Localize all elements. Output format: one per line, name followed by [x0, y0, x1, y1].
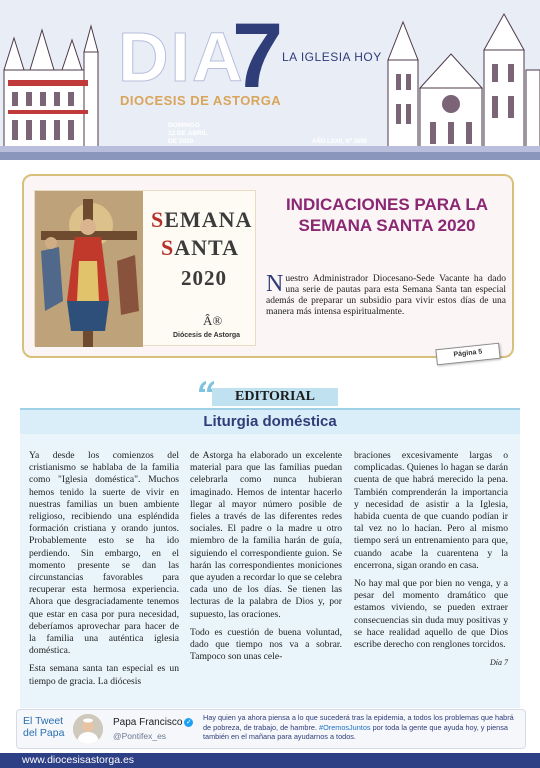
- editorial-paragraph: Esta semana santa tan especial es un tiempo de gracia. La diócesis: [29, 663, 179, 687]
- editorial-body: [20, 434, 520, 708]
- tweet-author-handle[interactable]: @Pontifex_es: [113, 731, 167, 741]
- tweet-text: [203, 713, 521, 742]
- tweet-text-start: Hay quien ya ahora piensa a lo que sucederá tras la epidemia, a todos los problemas que habrá de pobreza, de trabajo, de hambre.: [203, 713, 514, 732]
- feature-summary: [266, 271, 506, 318]
- cover-word-santa-rest: ANTA: [174, 235, 239, 260]
- masthead-band: [0, 152, 540, 160]
- cover-word-semana-cap: S: [151, 207, 165, 232]
- footer-bar: [0, 753, 540, 768]
- editorial-paragraph: de Astorga ha elaborado un excelente material para que las familias puedan celebrarla como nunca hubieran imaginado. Hemos de intentar hacerlo llegar al mayor número posible de fieles a través de las diferentes redes sociales. El padre o la madre u otro miembro de la familia harán de guía, siguiendo el correspondiente guion. Se harán las correspondientes moniciones que ayuden a recordar lo que se celebra cada uno de los días. Se tienen las lecturas de la palabra de Dios y, por supuesto, las oraciones.: [190, 450, 342, 620]
- date-line-day: DOMINGO: [168, 122, 200, 129]
- diocese-name: DIOCESIS DE ASTORGA: [120, 93, 282, 108]
- tweet-label-line-2: del Papa: [23, 727, 65, 739]
- editorial-paragraph: Todo es cuestión de buena voluntad, dado que tiempo nos va a sobrar. Tampoco son unas cele-: [190, 626, 342, 663]
- logo-tagline: LA IGLESIA HOY: [282, 50, 382, 64]
- avatar[interactable]: [73, 714, 103, 744]
- tweet-hashtag[interactable]: #OremosJuntos: [319, 722, 371, 732]
- semana-santa-cover-image[interactable]: [34, 190, 256, 346]
- diocese-logo-mark: Â®: [203, 313, 223, 328]
- cover-year: 2020: [181, 266, 227, 290]
- tweet-section-label: [23, 715, 64, 739]
- page-reference-tag[interactable]: Página 5: [435, 343, 500, 366]
- website-link[interactable]: www.diocesisastorga.es: [22, 754, 135, 766]
- editorial-signature: Día 7: [490, 658, 508, 668]
- pope-avatar-icon: [73, 714, 103, 744]
- pope-tweet-box[interactable]: [16, 709, 526, 749]
- cover-diocese-label: Diócesis de Astorga: [173, 332, 241, 339]
- date-line-year: DE 2020: [168, 138, 194, 145]
- issue-date: [168, 122, 208, 146]
- feature-dropcap: N: [266, 271, 284, 297]
- crucifix-mosaic-illustration: [35, 191, 143, 347]
- logo-seven: 7: [232, 5, 284, 107]
- editorial-column-1: [29, 450, 179, 694]
- logo-dia-text: DIA: [118, 18, 245, 96]
- tweet-author-name[interactable]: [113, 717, 193, 728]
- feature-headline[interactable]: INDICACIONES PARA LA SEMANA SANTA 2020: [285, 195, 489, 235]
- tweet-author-name-text: Papa Francisco: [113, 717, 183, 728]
- cover-word-semana-rest: EMANA: [164, 207, 253, 232]
- editorial-title: Liturgia doméstica: [20, 408, 520, 434]
- masthead: [0, 0, 540, 160]
- date-line-month: 12 DE ABRIL: [168, 130, 208, 137]
- tweet-text-end: por toda la gente que ayuda hoy, y piensa también en el mañana para ayudarnos a todos.: [203, 722, 508, 741]
- editorial-label: EDITORIAL: [212, 388, 338, 406]
- editorial-paragraph: braciones excesivamente largas o complicadas. Quienes lo hagan se darán cuenta de que habrá merecido la pena. También comprenderán la importancia y necesidad de asistir a la Iglesia, habida cuenta de que cuando podían ir tal vez no lo hacían. Pero al mismo tiempo será un entrenamiento para que, cuando acabe la cuarentena y la encerrona, sigan orando en casa.: [354, 450, 508, 571]
- feature-summary-text: uestro Administrador Diocesano-Sede Vacante ha dado una serie de pautas para esta Semana Santa tan especial además de preparar un subsidio para vivir estos días de una manera más intensa espiritualmente.: [266, 274, 506, 317]
- feature-box[interactable]: [22, 174, 514, 358]
- cover-word-semana: [151, 207, 252, 233]
- issue-number: AÑO LXXII, Nº 3699: [312, 139, 367, 145]
- editorial-paragraph: No hay mal que por bien no venga, y a pesar del momento dramático que estamos viviendo, se pueden extraer consecuencias sin duda muy positivas y se hace realidad aquello de que Dios escribe derecho con renglones torcidos.: [354, 578, 508, 651]
- cover-word-santa: [161, 235, 239, 261]
- cover-word-santa-cap: S: [161, 235, 175, 260]
- editorial-column-2: [190, 450, 342, 669]
- verified-check-icon: ✓: [186, 718, 192, 726]
- editorial-column-3: [354, 450, 508, 675]
- editorial-paragraph: Ya desde los comienzos del cristianismo se hablaba de la familia como "Iglesia doméstica". Muchos hemos tenido la suerte de vivir en nuestras familias un buen ambiente religioso, recibiendo una espléndida formación cristiana y orando juntos. Probablemente esto se ha ido perdiendo. Sin embargo, en el momento presente se dan las circunstancias favorables para recuperar esta hermosa experiencia. Ahora que desgraciadamente tenemos que estar en casa por pura necesidad, deberíamos aprovechar para hacer de la familia una auténtica iglesia doméstica.: [29, 450, 179, 657]
- tweet-label-line-1: El Tweet: [23, 715, 64, 727]
